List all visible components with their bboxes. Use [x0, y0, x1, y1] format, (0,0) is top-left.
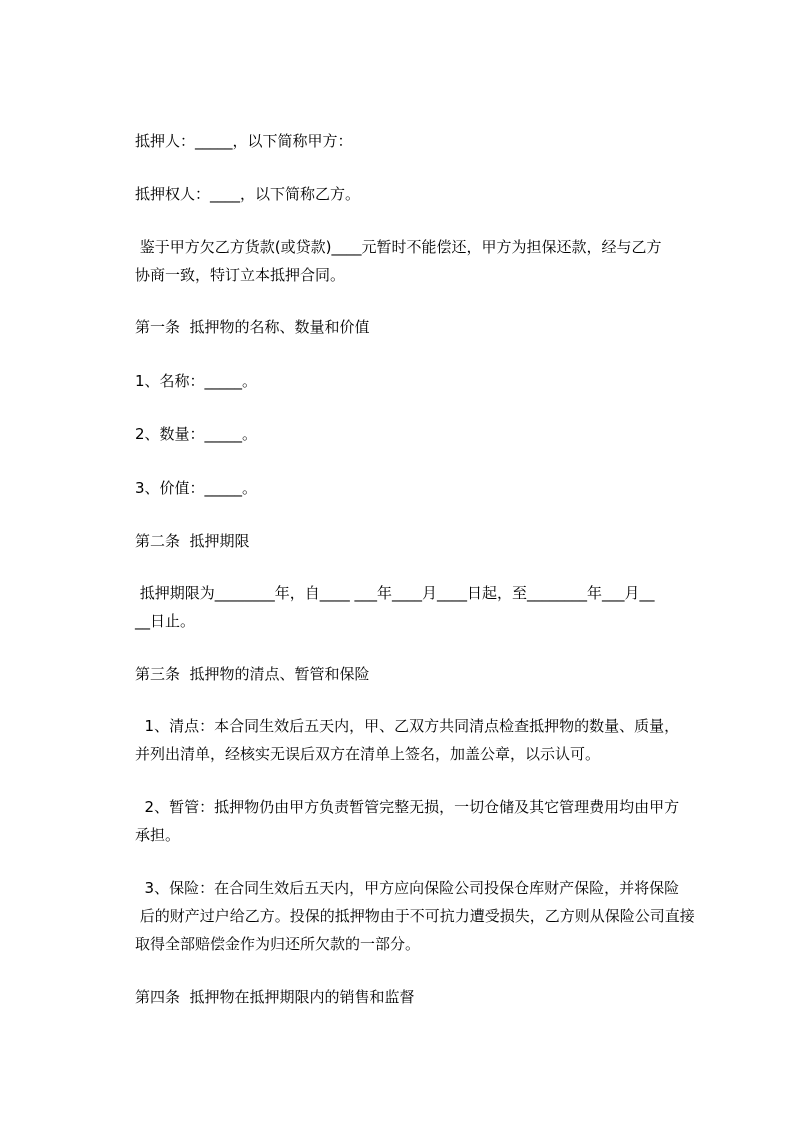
inventory-line-2: 并列出清单，经核实无误后双方在清单上签名，加盖公章，以示认可。	[135, 745, 601, 763]
item-value: 3、价值：_____。	[135, 479, 258, 497]
inventory-line-1: 1、清点：本合同生效后五天内，甲、乙双方共同清点检查抵押物的数量、质量，	[135, 717, 680, 735]
item-quantity: 2、数量：_____。	[135, 425, 258, 443]
item-name: 1、名称：_____。	[135, 372, 258, 390]
custody-line-1: 2、暂管：抵押物仍由甲方负责暂管完整无损，一切仓储及其它管理费用均由甲方	[135, 798, 680, 816]
insurance-line-1: 3、保险：在合同生效后五天内，甲方应向保险公司投保仓库财产保险，并将保险	[135, 879, 680, 897]
mortgagor-line: 抵押人：_____，以下简称甲方：	[135, 132, 353, 150]
article-3-heading: 第三条 抵押物的清点、暂管和保险	[135, 665, 370, 683]
article-4-heading: 第四条 抵押物在抵押期限内的销售和监督	[135, 988, 415, 1006]
preamble-line-1: 鉴于甲方欠乙方货款(或贷款)____元暂时不能偿还，甲方为担保还款，经与乙方	[135, 238, 662, 256]
insurance-line-3: 取得全部赔偿金作为归还所欠款的一部分。	[135, 935, 421, 953]
preamble-line-2: 协商一致，特订立本抵押合同。	[135, 266, 346, 284]
term-line-1: 抵押期限为________年，自____ ___年____月____日起，至________年___月__	[135, 584, 655, 602]
article-2-heading: 第二条 抵押期限	[135, 532, 250, 550]
article-1-heading: 第一条 抵押物的名称、数量和价值	[135, 318, 370, 336]
term-line-2: __日止。	[135, 612, 196, 630]
custody-line-2: 承担。	[135, 826, 181, 844]
mortgagee-line: 抵押权人：____，以下简称乙方。	[135, 185, 361, 203]
insurance-line-2: 后的财产过户给乙方。投保的抵押物由于不可抗力遭受损失，乙方则从保险公司直接	[135, 907, 695, 925]
